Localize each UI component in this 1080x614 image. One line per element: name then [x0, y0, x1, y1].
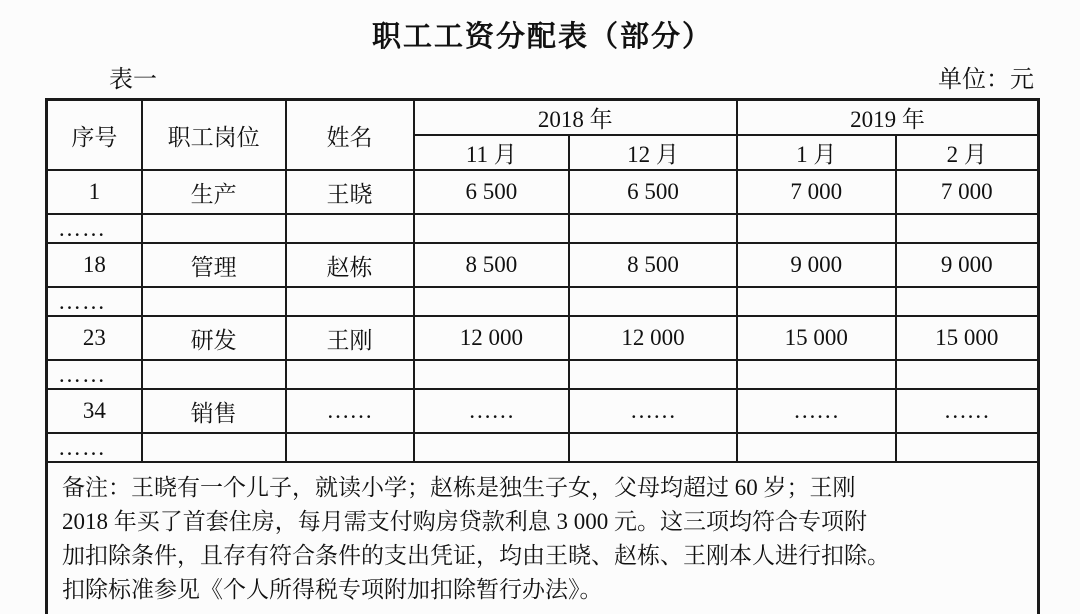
table-row: [47, 316, 1039, 360]
page-title: 职工工资分配表（部分）: [371, 21, 713, 53]
table-cell: 8 500: [414, 243, 570, 287]
table-cell: [737, 433, 896, 462]
table-row-ellipsis: [47, 214, 1039, 243]
table-cell: 8 500: [569, 243, 737, 287]
table-cell: 赵栋: [286, 243, 414, 287]
note-line: 备注：王晓有一个儿子，就读小学；赵栋是独生子女，父母均超过 60 岁；王刚: [62, 475, 856, 500]
table-cell: 15 000: [737, 316, 896, 360]
table-cell: 6 500: [414, 170, 570, 214]
table-cell: ……: [737, 389, 896, 433]
table-row-ellipsis: [47, 360, 1039, 389]
table-cell: [414, 214, 570, 243]
table-cell: ……: [47, 360, 142, 389]
note-line: 加扣除条件，且存有符合条件的支出凭证，均由王晓、赵栋、王刚本人进行扣除。: [62, 543, 890, 568]
table-cell: [737, 360, 896, 389]
table-cell: ……: [286, 389, 414, 433]
table-number-label: 表一: [109, 67, 157, 93]
table-cell: 6 500: [569, 170, 737, 214]
table-cell: ……: [47, 287, 142, 316]
table-cell: ……: [414, 389, 570, 433]
table-cell: [737, 214, 896, 243]
table-cell: [569, 214, 737, 243]
table-cell: [569, 360, 737, 389]
table-cell: 23: [47, 316, 142, 360]
table-cell: 销售: [142, 389, 286, 433]
table-cell: ……: [896, 389, 1039, 433]
table-row: [47, 243, 1039, 287]
table-cell: 15 000: [896, 316, 1039, 360]
table-row-ellipsis: [47, 433, 1039, 462]
table-cell: 管理: [142, 243, 286, 287]
table-cell: [142, 214, 286, 243]
table-cell: [896, 287, 1039, 316]
table-row: [47, 389, 1039, 433]
table-cell: 34: [47, 389, 142, 433]
table-header: [47, 100, 1039, 171]
table-cell: [286, 433, 414, 462]
table-cell: [569, 433, 737, 462]
table-row-ellipsis: [47, 287, 1039, 316]
col-header-month-jan: 1 月: [737, 135, 896, 170]
table-cell: [414, 360, 570, 389]
table-cell: 9 000: [896, 243, 1039, 287]
notes-box: [47, 462, 1039, 614]
table-cell: [737, 287, 896, 316]
table-cell: 12 000: [414, 316, 570, 360]
table-cell: [142, 433, 286, 462]
note-line: 2018 年买了首套住房，每月需支付购房贷款利息 3 000 元。这三项均符合专项附: [62, 509, 867, 534]
table-cell: 9 000: [737, 243, 896, 287]
table-cell: 1: [47, 170, 142, 214]
table-cell: [286, 214, 414, 243]
table-cell: [142, 287, 286, 316]
notes-row: [47, 462, 1039, 614]
table-cell: 王晓: [286, 170, 414, 214]
unit-label: 单位：元: [938, 67, 1034, 93]
col-header-year-2018: 2018 年: [414, 100, 737, 136]
col-header-position: 职工岗位: [142, 100, 286, 171]
table-cell: 18: [47, 243, 142, 287]
table-cell: ……: [47, 433, 142, 462]
table-cell: [414, 287, 570, 316]
col-header-month-feb: 2 月: [896, 135, 1039, 170]
col-header-year-2019: 2019 年: [737, 100, 1039, 136]
col-header-name: 姓名: [286, 100, 414, 171]
table-row: [47, 170, 1039, 214]
table-cell: 7 000: [896, 170, 1039, 214]
table-cell: 7 000: [737, 170, 896, 214]
wage-table: [45, 98, 1040, 614]
table-cell: 12 000: [569, 316, 737, 360]
col-header-month-dec: 12 月: [569, 135, 737, 170]
table-cell: ……: [569, 389, 737, 433]
col-header-seq: 序号: [47, 100, 142, 171]
table-cell: [286, 287, 414, 316]
table-cell: 生产: [142, 170, 286, 214]
note-line: 扣除标准参见《个人所得税专项附加扣除暂行办法》。: [62, 577, 603, 602]
col-header-month-nov: 11 月: [414, 135, 570, 170]
table-cell: [896, 433, 1039, 462]
table-cell: 研发: [142, 316, 286, 360]
table-cell: [896, 360, 1039, 389]
table-cell: [896, 214, 1039, 243]
table-cell: [569, 287, 737, 316]
table-cell: ……: [47, 214, 142, 243]
table-cell: [142, 360, 286, 389]
subheader: [45, 59, 1040, 98]
table-cell: [286, 360, 414, 389]
table-cell: [414, 433, 570, 462]
table-cell: 王刚: [286, 316, 414, 360]
